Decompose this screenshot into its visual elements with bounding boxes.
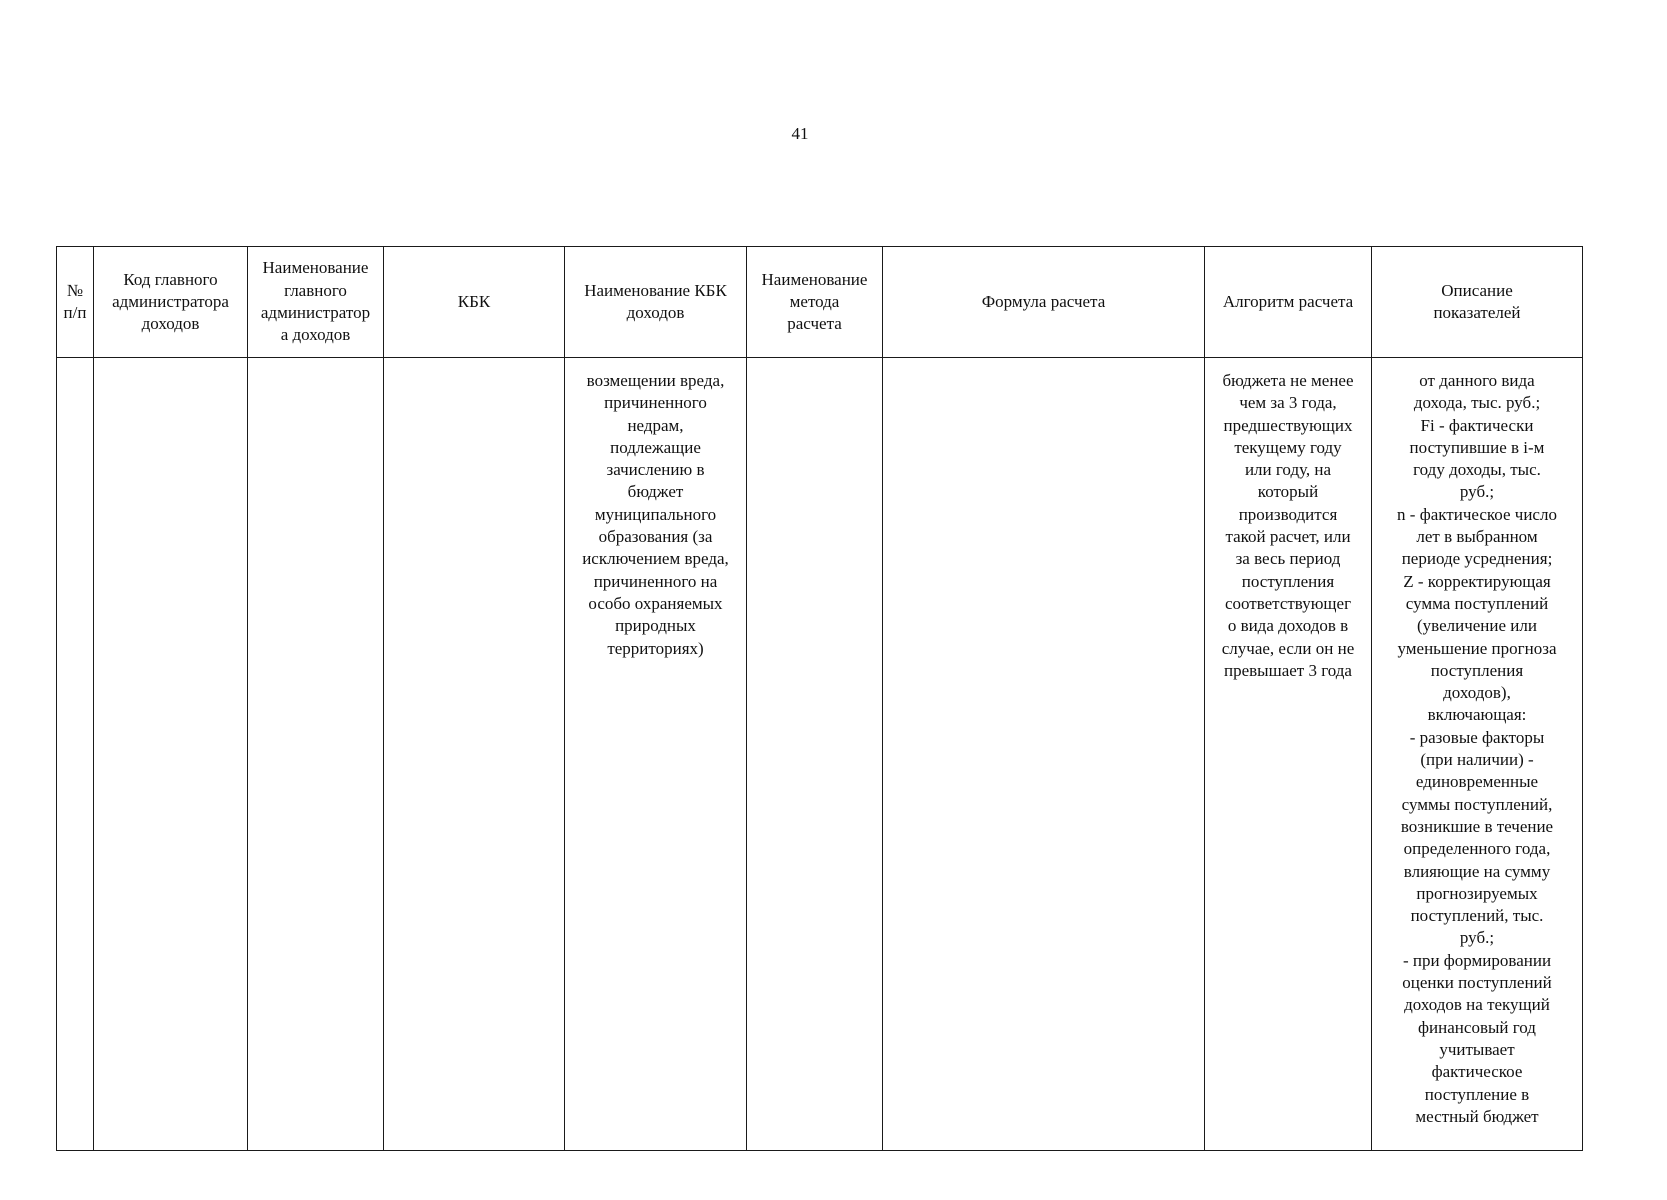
header-admin-code: Код главного администратора доходов — [94, 247, 248, 358]
cell-description: от данного вида дохода, тыс. руб.; Fi - фактически поступившие в i-м году доходы, тыс. руб.; n - фактическое число лет в выбранном периоде усреднения; Z - корректирующая сумма поступлений (увеличение или уменьшение прогноза поступления доходов), включающая: - разовые факторы (при наличии) - единовременные суммы поступлений, возникшие в течение определенного года, влияющие на сумму прогнозируемых поступлений, тыс. руб.; - при формировании оценки поступлений доходов на текущий финансовый год учитывает фактическое поступление в местный бюджет — [1372, 358, 1583, 1151]
cell-formula — [883, 358, 1205, 1151]
cell-admin-name — [248, 358, 384, 1151]
cell-num — [57, 358, 94, 1151]
revenue-calculation-table — [56, 246, 1583, 1151]
table-row — [57, 358, 1583, 1151]
header-description: Описание показателей — [1372, 247, 1583, 358]
table-header-row — [57, 247, 1583, 358]
header-admin-name: Наименование главного администратор а доходов — [248, 247, 384, 358]
header-formula: Формула расчета — [883, 247, 1205, 358]
header-kbk-name: Наименование КБК доходов — [565, 247, 747, 358]
cell-kbk — [384, 358, 565, 1151]
cell-method-name — [747, 358, 883, 1151]
cell-kbk-name: возмещении вреда, причиненного недрам, подлежащие зачислению в бюджет муниципального образования (за исключением вреда, причиненного на особо охраняемых природных территориях) — [565, 358, 747, 1151]
page-number: 41 — [791, 124, 809, 143]
cell-algorithm: бюджета не менее чем за 3 года, предшествующих текущему году или году, на который производится такой расчет, или за весь период поступления соответствующег о вида доходов в случае, если он не превышает 3 года — [1205, 358, 1372, 1151]
cell-admin-code — [94, 358, 248, 1151]
header-method-name: Наименование метода расчета — [747, 247, 883, 358]
header-num: № п/п — [57, 247, 94, 358]
header-algorithm: Алгоритм расчета — [1205, 247, 1372, 358]
header-kbk: КБК — [384, 247, 565, 358]
